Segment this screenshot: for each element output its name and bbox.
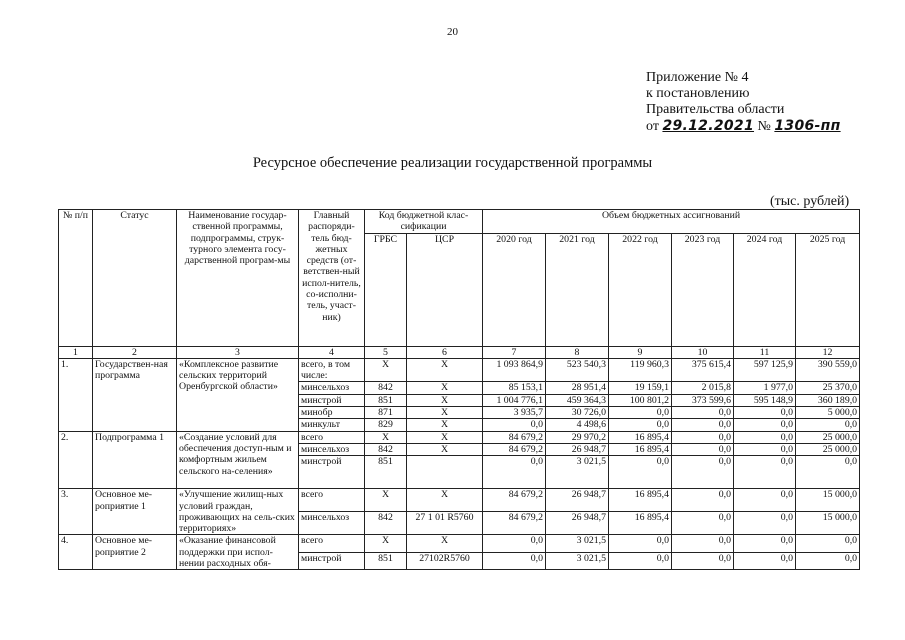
row-grbs: Х — [365, 358, 407, 382]
approval-date: 29.12.2021 — [662, 118, 755, 134]
value-2020: 1 004 776,1 — [483, 394, 546, 406]
value-2020: 1 093 864,9 — [483, 358, 546, 382]
row-manager: всего, в том числе: — [299, 358, 365, 382]
value-2025: 25 370,0 — [796, 382, 860, 394]
row-grbs: 842 — [365, 382, 407, 394]
value-2021: 26 948,7 — [546, 512, 609, 535]
value-2021: 3 021,5 — [546, 552, 609, 569]
value-2023: 0,0 — [672, 456, 734, 489]
header-2023: 2023 год — [672, 233, 734, 346]
row-grbs: 871 — [365, 407, 407, 419]
row-grbs: 851 — [365, 456, 407, 489]
row-number: 3. — [59, 489, 93, 535]
row-manager: минстрой — [299, 394, 365, 406]
value-2021: 459 364,3 — [546, 394, 609, 406]
value-2023: 0,0 — [672, 552, 734, 569]
row-csr: Х — [407, 489, 483, 512]
value-2025: 5 000,0 — [796, 407, 860, 419]
row-grbs: 842 — [365, 512, 407, 535]
header-name: Наименование государ-ственной программы, подпрограммы, струк-турного элемента госу-дарственной програм-мы — [177, 210, 299, 347]
value-2025: 25 000,0 — [796, 431, 860, 443]
row-grbs: Х — [365, 489, 407, 512]
value-2025: 0,0 — [796, 535, 860, 552]
col-number: 3 — [177, 346, 299, 358]
value-2021: 523 540,3 — [546, 358, 609, 382]
row-csr: Х — [407, 419, 483, 431]
value-2022: 16 895,4 — [609, 443, 672, 455]
row-manager: минобр — [299, 407, 365, 419]
row-csr: 27102R5760 — [407, 552, 483, 569]
value-2025: 0,0 — [796, 456, 860, 489]
header-volume: Объем бюджетных ассигнований — [483, 210, 860, 234]
col-number: 8 — [546, 346, 609, 358]
row-status: Государствен-ная программа — [93, 358, 177, 431]
row-name: «Создание условий для обеспечения доступ-ным и комфортным жильем сельского на-селения» — [177, 431, 299, 489]
table-row — [59, 431, 860, 443]
row-manager: минстрой — [299, 552, 365, 569]
table-row — [59, 489, 860, 512]
value-2021: 29 970,2 — [546, 431, 609, 443]
value-2020: 85 153,1 — [483, 382, 546, 394]
row-number: 1. — [59, 358, 93, 431]
column-number-row — [59, 346, 860, 358]
approval-number-sign: № — [757, 119, 771, 134]
value-2020: 84 679,2 — [483, 489, 546, 512]
value-2024: 0,0 — [734, 512, 796, 535]
value-2023: 0,0 — [672, 407, 734, 419]
table-row — [59, 535, 860, 552]
value-2024: 0,0 — [734, 443, 796, 455]
row-csr: Х — [407, 443, 483, 455]
value-2020: 0,0 — [483, 456, 546, 489]
header-2022: 2022 год — [609, 233, 672, 346]
row-manager: всего — [299, 431, 365, 443]
value-2025: 0,0 — [796, 552, 860, 569]
row-number: 4. — [59, 535, 93, 570]
value-2022: 0,0 — [609, 552, 672, 569]
row-status: Основное ме-роприятие 1 — [93, 489, 177, 535]
value-2022: 0,0 — [609, 419, 672, 431]
value-2022: 100 801,2 — [609, 394, 672, 406]
value-2023: 0,0 — [672, 443, 734, 455]
value-2022: 0,0 — [609, 535, 672, 552]
row-csr: Х — [407, 431, 483, 443]
value-2024: 1 977,0 — [734, 382, 796, 394]
value-2022: 16 895,4 — [609, 489, 672, 512]
row-manager: всего — [299, 535, 365, 552]
value-2025: 390 559,0 — [796, 358, 860, 382]
header-2021: 2021 год — [546, 233, 609, 346]
row-number: 2. — [59, 431, 93, 489]
value-2023: 0,0 — [672, 489, 734, 512]
value-2021: 26 948,7 — [546, 443, 609, 455]
row-grbs: Х — [365, 431, 407, 443]
row-grbs: 829 — [365, 419, 407, 431]
header-2024: 2024 год — [734, 233, 796, 346]
units-label: (тыс. рублей) — [770, 194, 850, 209]
header-2025: 2025 год — [796, 233, 860, 346]
document-title: Ресурсное обеспечение реализации государственной программы — [252, 155, 653, 171]
value-2024: 0,0 — [734, 535, 796, 552]
value-2025: 25 000,0 — [796, 443, 860, 455]
col-number: 9 — [609, 346, 672, 358]
value-2022: 0,0 — [609, 456, 672, 489]
value-2023: 0,0 — [672, 512, 734, 535]
value-2023: 0,0 — [672, 535, 734, 552]
value-2022: 0,0 — [609, 407, 672, 419]
value-2021: 28 951,4 — [546, 382, 609, 394]
value-2021: 3 021,5 — [546, 456, 609, 489]
row-grbs: Х — [365, 535, 407, 552]
col-number: 2 — [93, 346, 177, 358]
approval-line-2: к постановлению — [646, 86, 750, 101]
row-status: Основное ме-роприятие 2 — [93, 535, 177, 570]
col-number: 7 — [483, 346, 546, 358]
approval-line-3: Правительства области — [646, 102, 785, 117]
col-number: 5 — [365, 346, 407, 358]
row-csr: Х — [407, 535, 483, 552]
col-number: 10 — [672, 346, 734, 358]
table-row — [59, 358, 860, 382]
value-2022: 16 895,4 — [609, 512, 672, 535]
header-2020: 2020 год — [483, 233, 546, 346]
value-2023: 375 615,4 — [672, 358, 734, 382]
row-manager: минсельхоз — [299, 382, 365, 394]
value-2023: 373 599,6 — [672, 394, 734, 406]
page-number: 20 — [447, 26, 458, 38]
value-2024: 0,0 — [734, 489, 796, 512]
value-2024: 0,0 — [734, 419, 796, 431]
header-num: № п/п — [59, 210, 93, 347]
row-manager: минсельхоз — [299, 512, 365, 535]
header-grbs: ГРБС — [365, 233, 407, 346]
value-2024: 0,0 — [734, 407, 796, 419]
col-number: 1 — [59, 346, 93, 358]
value-2025: 15 000,0 — [796, 489, 860, 512]
col-number: 11 — [734, 346, 796, 358]
row-name: «Комплексное развитие сельских территорий Оренбургской области» — [177, 358, 299, 431]
col-number: 6 — [407, 346, 483, 358]
value-2022: 19 159,1 — [609, 382, 672, 394]
header-csr: ЦСР — [407, 233, 483, 346]
value-2020: 84 679,2 — [483, 443, 546, 455]
value-2023: 2 015,8 — [672, 382, 734, 394]
value-2020: 0,0 — [483, 552, 546, 569]
value-2025: 15 000,0 — [796, 512, 860, 535]
row-status: Подпрограмма 1 — [93, 431, 177, 489]
row-csr: Х — [407, 382, 483, 394]
row-name: «Улучшение жилищ-ных условий граждан, проживающих на сель-ских территориях» — [177, 489, 299, 535]
value-2024: 0,0 — [734, 431, 796, 443]
value-2021: 30 726,0 — [546, 407, 609, 419]
row-csr: Х — [407, 394, 483, 406]
row-name: «Оказание финансовой поддержки при испол-нении расходных обя- — [177, 535, 299, 570]
value-2020: 84 679,2 — [483, 431, 546, 443]
value-2025: 360 189,0 — [796, 394, 860, 406]
value-2022: 16 895,4 — [609, 431, 672, 443]
approval-line-4 — [646, 118, 841, 135]
value-2022: 119 960,3 — [609, 358, 672, 382]
approval-block — [646, 70, 841, 135]
col-number: 4 — [299, 346, 365, 358]
value-2025: 0,0 — [796, 419, 860, 431]
value-2020: 3 935,7 — [483, 407, 546, 419]
row-grbs: 851 — [365, 394, 407, 406]
col-number: 12 — [796, 346, 860, 358]
value-2023: 0,0 — [672, 431, 734, 443]
header-manager: Главный распоряди-тель бюд-жетных средств (от-ветствен-ный испол-нитель, со-исполни-тель, участ-ник) — [299, 210, 365, 347]
resource-table — [58, 209, 860, 570]
value-2024: 595 148,9 — [734, 394, 796, 406]
row-csr — [407, 456, 483, 489]
value-2024: 0,0 — [734, 456, 796, 489]
row-grbs: 851 — [365, 552, 407, 569]
row-manager: минсельхоз — [299, 443, 365, 455]
approval-doc-number: 1306-пп — [774, 118, 841, 134]
row-csr: Х — [407, 407, 483, 419]
row-manager: минкульт — [299, 419, 365, 431]
row-csr: 27 1 01 R5760 — [407, 512, 483, 535]
value-2020: 0,0 — [483, 419, 546, 431]
value-2021: 26 948,7 — [546, 489, 609, 512]
value-2024: 0,0 — [734, 552, 796, 569]
value-2020: 0,0 — [483, 535, 546, 552]
value-2021: 4 498,6 — [546, 419, 609, 431]
row-grbs: 842 — [365, 443, 407, 455]
value-2020: 84 679,2 — [483, 512, 546, 535]
row-csr: Х — [407, 358, 483, 382]
header-code: Код бюджетной клас-сификации — [365, 210, 483, 234]
value-2023: 0,0 — [672, 419, 734, 431]
header-row-1 — [59, 210, 860, 234]
row-manager: всего — [299, 489, 365, 512]
approval-line-1: Приложение № 4 — [646, 70, 749, 85]
header-status: Статус — [93, 210, 177, 347]
value-2024: 597 125,9 — [734, 358, 796, 382]
approval-from: от — [646, 119, 659, 134]
value-2021: 3 021,5 — [546, 535, 609, 552]
row-manager: минстрой — [299, 456, 365, 489]
